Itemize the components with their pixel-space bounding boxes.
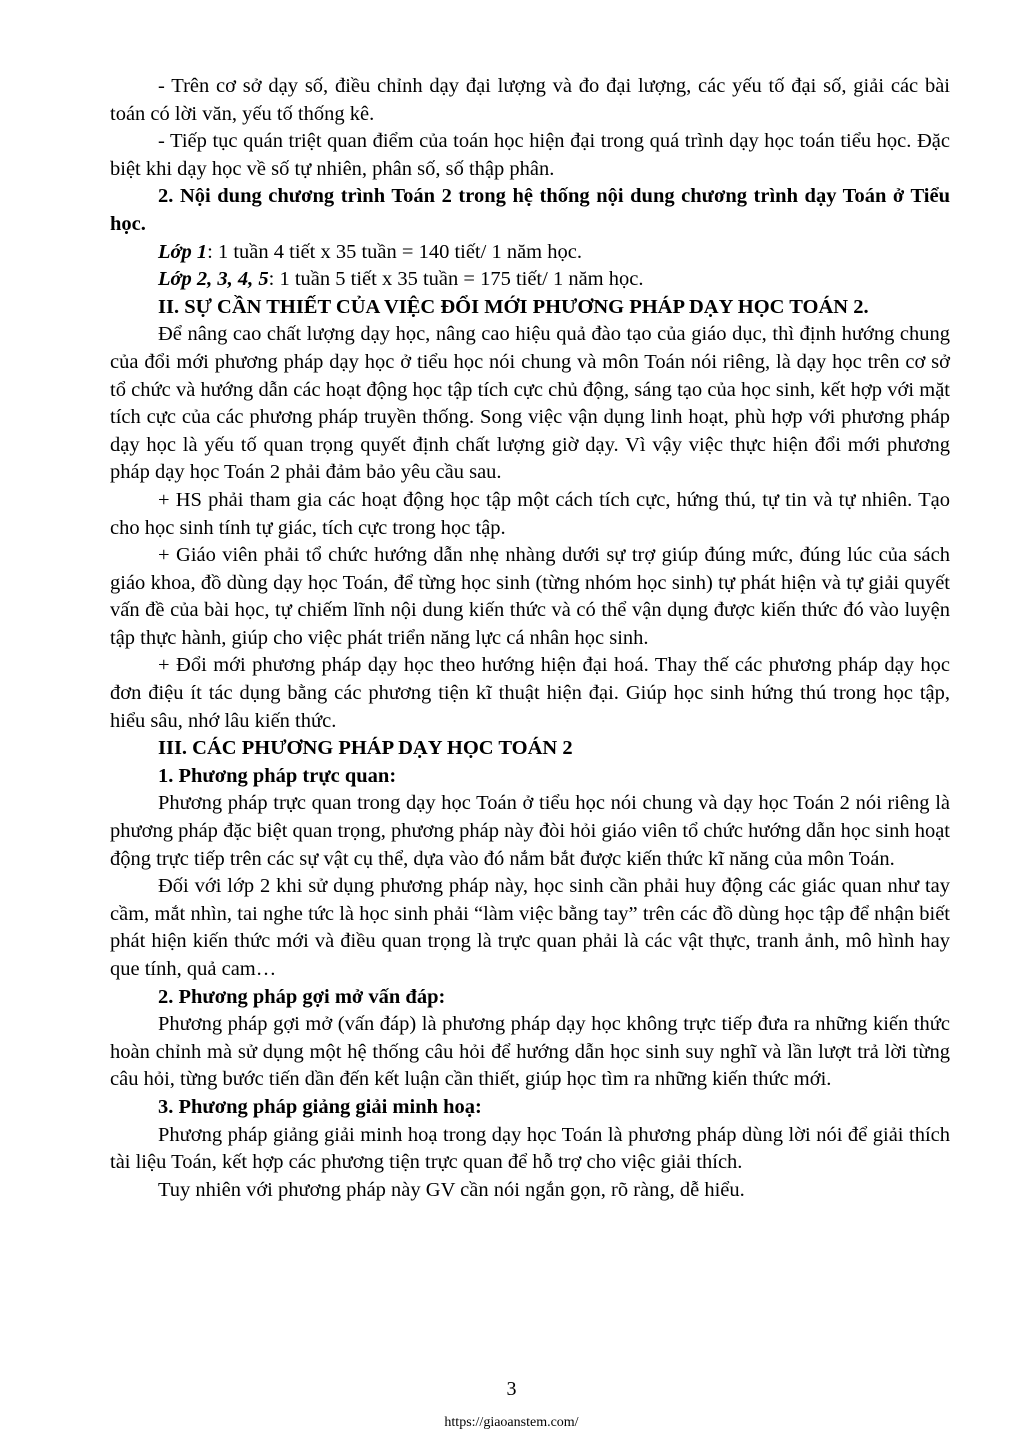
page-content xyxy=(110,73,950,1204)
paragraph: Phương pháp giảng giải minh hoạ trong dạy học Toán là phương pháp dùng lời nói để giải thích tài liệu Toán, kết hợp các phương tiện trực quan để hỗ trợ cho việc giải thích. xyxy=(110,1123,950,1174)
page-number: 3 xyxy=(506,1378,517,1400)
grade-text: : 1 tuần 5 tiết x 35 tuần = 175 tiết/ 1 năm học. xyxy=(268,268,644,291)
paragraph: + HS phải tham gia các hoạt động học tập một cách tích cực, hứng thú, tự tin và tự nhiên. Tạo cho học sinh tính tự giác, tích cực trong học tập. xyxy=(110,488,950,539)
section-heading: II. SỰ CẦN THIẾT CỦA VIỆC ĐỔI MỚI PHƯƠNG PHÁP DẠY HỌC TOÁN 2. xyxy=(158,295,869,318)
subsection-heading: 1. Phương pháp trực quan: xyxy=(158,764,397,787)
section-heading: 2. Nội dung chương trình Toán 2 trong hệ thống nội dung chương trình dạy Toán ở Tiểu học. xyxy=(110,185,950,235)
paragraph: + Giáo viên phải tổ chức hướng dẫn nhẹ nhàng dưới sự trợ giúp đúng mức, đúng lúc của sách giáo khoa, đồ dùng dạy học Toán, để từng học sinh (từng nhóm học sinh) tự phát hiện và tự giải quyết vấn đề của bài học, tự chiếm lĩnh nội dung kiến thức và có thể vận dụng được kiến thức đó vào luyện tập thực hành, giúp cho việc phát triển năng lực cá nhân học sinh. xyxy=(110,544,950,649)
paragraph: Phương pháp trực quan trong dạy học Toán ở tiểu học nói chung và dạy học Toán 2 nói riêng là phương pháp đặc biệt quan trọng, phương pháp này đòi hỏi giáo viên tổ chức hướng dẫn học sinh hoạt động trực tiếp trên các sự vật cụ thể, dựa vào đó nắm bắt được kiến thức kĩ năng của môn Toán. xyxy=(110,792,950,870)
grade-label: Lớp 2, 3, 4, 5 xyxy=(158,268,269,291)
paragraph: - Tiếp tục quán triệt quan điểm của toán học hiện đại trong quá trình dạy học toán tiểu học. Đặc biệt khi dạy học về số tự nhiên, phân số, số thập phân. xyxy=(110,130,950,180)
paragraph: Đối với lớp 2 khi sử dụng phương pháp này, học sinh cần phải huy động các giác quan như tay cầm, mắt nhìn, tai nghe tức là học sinh phải “làm việc bằng tay” trên các đồ dùng học tập để nhận biết phát hiện kiến thức mới và điều quan trọng là trực quan phải là các vật thực, tranh ảnh, mô hình hay que tính, quả cam… xyxy=(110,875,950,980)
paragraph: Để nâng cao chất lượng dạy học, nâng cao hiệu quả đào tạo của giáo dục, thì định hướng chung của đổi mới phương pháp dạy học ở tiểu học nói chung và môn Toán nói riêng, là dạy học trên cơ sở tổ chức và hướng dẫn các hoạt động học tập tích cực chủ động, sáng tạo của học sinh, kết hợp với mặt tích cực của các phương pháp truyền thống. Song việc vận dụng linh hoạt, phù hợp với phương pháp dạy học là yếu tố quan trọng quyết định chất lượng giờ dạy. Vì vậy việc thực hiện đổi mới phương pháp dạy học Toán 2 phải đảm bảo yêu cầu sau. xyxy=(110,323,950,484)
subsection-heading: 3. Phương pháp giảng giải minh hoạ: xyxy=(158,1095,482,1118)
paragraph: + Đổi mới phương pháp dạy học theo hướng hiện đại hoá. Thay thế các phương pháp dạy học đơn điệu ít tác dụng bằng các phương tiện kĩ thuật hiện đại. Giúp học sinh hứng thú trong học tập, hiểu sâu, nhớ lâu kiến thức. xyxy=(110,654,950,732)
subsection-heading: 2. Phương pháp gợi mở vấn đáp: xyxy=(158,985,446,1008)
paragraph: Phương pháp gợi mở (vấn đáp) là phương pháp dạy học không trực tiếp đưa ra những kiến thức hoàn chỉnh mà sử dụng một hệ thống câu hỏi để hướng dẫn học sinh suy nghĩ và lần lượt trả lời từng câu hỏi, từng bước tiến dần đến kết luận cần thiết, giúp học tìm ra những kiến thức mới. xyxy=(110,1013,950,1091)
paragraph xyxy=(110,239,950,267)
section-heading: III. CÁC PHƯƠNG PHÁP DẠY HỌC TOÁN 2 xyxy=(158,737,573,760)
footer-url[interactable]: https://giaoanstem.com/ xyxy=(444,1415,579,1430)
paragraph xyxy=(110,266,950,294)
grade-text: : 1 tuần 4 tiết x 35 tuần = 140 tiết/ 1 năm học. xyxy=(207,240,582,263)
paragraph: - Trên cơ sở dạy số, điều chỉnh dạy đại lượng và đo đại lượng, các yếu tố đại số, giải các bài toán có lời văn, yếu tố thống kê. xyxy=(110,75,950,125)
paragraph: Tuy nhiên với phương pháp này GV cần nói ngắn gọn, rõ ràng, dễ hiểu. xyxy=(158,1178,745,1201)
grade-label: Lớp 1 xyxy=(158,240,208,263)
